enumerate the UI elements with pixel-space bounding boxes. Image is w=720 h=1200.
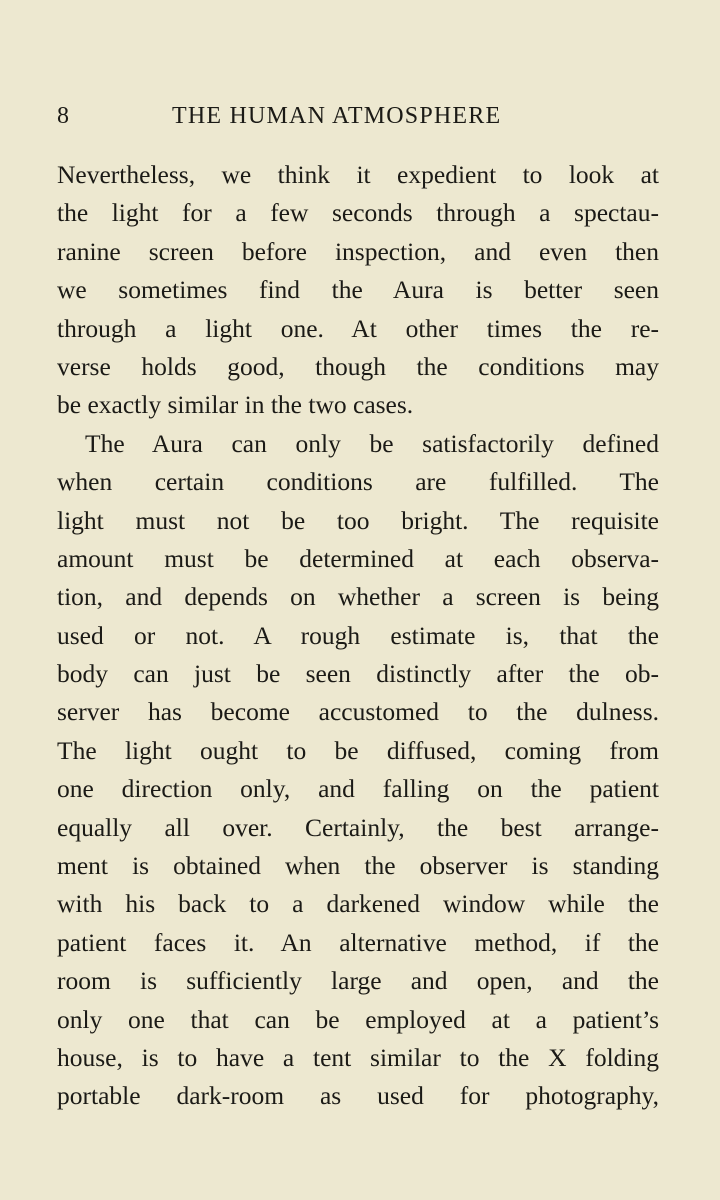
text-line: ranine screen before inspection, and even then <box>57 236 659 266</box>
text-line: verse holds good, though the conditions may <box>57 351 659 381</box>
page-header <box>57 103 657 135</box>
text-line: tion, and depends on whether a screen is being <box>57 582 659 612</box>
text-line: be exactly similar in the two cases. <box>57 390 414 420</box>
body-text <box>57 156 659 1116</box>
text-line: The Aura can only be satisfactorily defined <box>85 428 659 458</box>
text-line: we sometimes find the Aura is better seen <box>57 275 659 305</box>
text-line: The light ought to be diffused, coming from <box>57 735 659 765</box>
text-line: ment is obtained when the observer is standing <box>57 851 659 881</box>
text-line: server has become accustomed to the dulness. <box>57 697 659 727</box>
text-line: patient faces it. An alternative method, if the <box>57 927 659 957</box>
text-line: house, is to have a tent similar to the X folding <box>57 1042 659 1072</box>
text-line: Nevertheless, we think it expedient to look at <box>57 160 659 189</box>
text-line: equally all over. Certainly, the best arrange- <box>57 812 659 842</box>
text-line: room is sufficiently large and open, and the <box>57 966 659 996</box>
text-line: amount must be determined at each observa- <box>57 543 659 573</box>
text-line: only one that can be employed at a patient’s <box>57 1004 659 1034</box>
text-line: when certain conditions are fulfilled. The <box>57 467 659 497</box>
text-line: body can just be seen distinctly after the ob- <box>57 659 659 689</box>
text-line: used or not. A rough estimate is, that the <box>57 620 659 650</box>
running-title: THE HUMAN ATMOSPHERE <box>172 103 502 129</box>
text-line: the light for a few seconds through a spectau- <box>57 198 659 228</box>
text-line: light must not be too bright. The requisite <box>57 505 659 535</box>
text-line: portable dark-room as used for photography, <box>57 1081 659 1111</box>
text-line: through a light one. At other times the re- <box>57 313 659 343</box>
text-line: with his back to a darkened window while the <box>57 889 659 919</box>
page-number: 8 <box>57 103 70 129</box>
text-line: one direction only, and falling on the patient <box>57 774 659 804</box>
